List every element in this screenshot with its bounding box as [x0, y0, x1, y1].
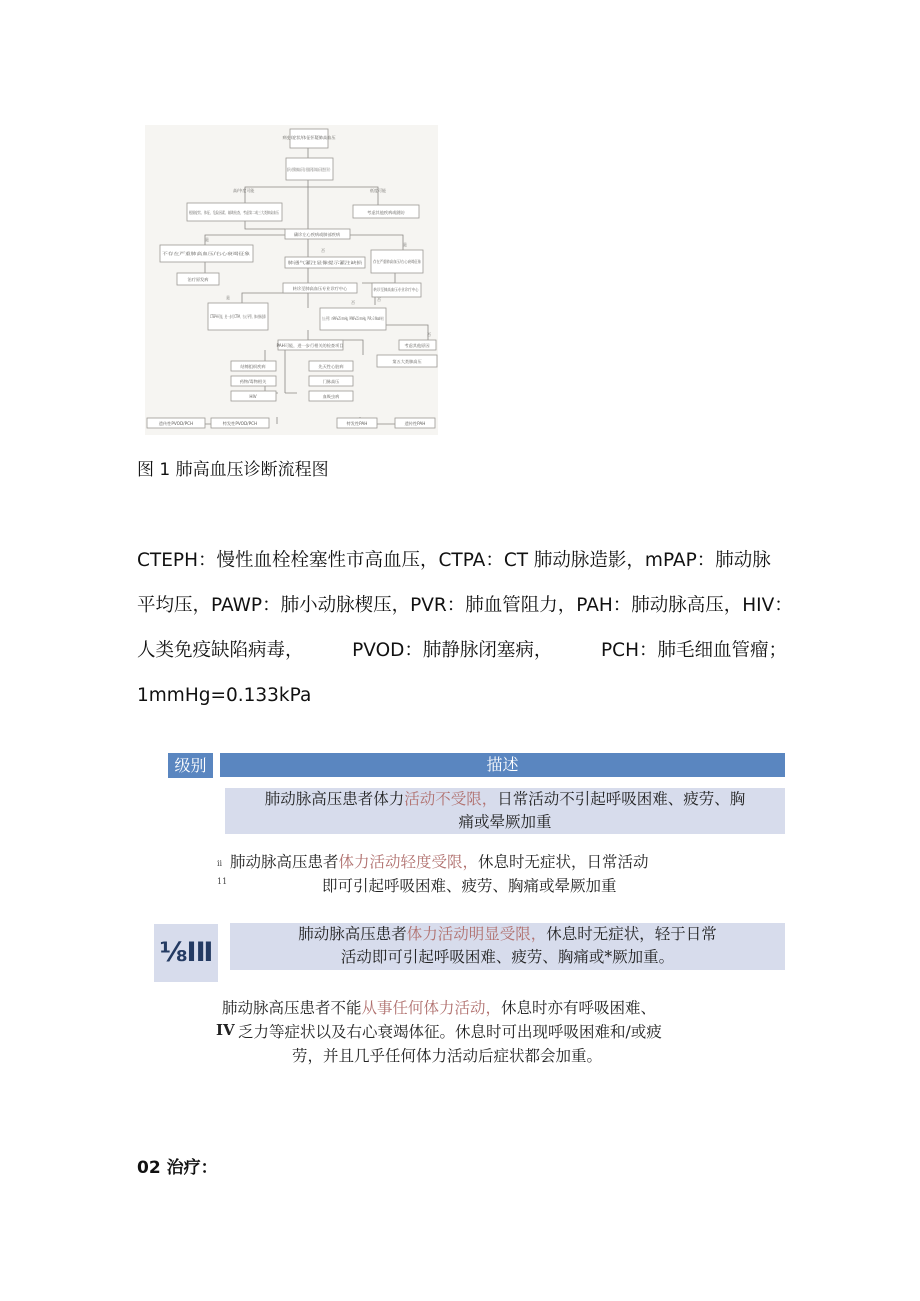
grade-1-highlight: 活动不受限， — [404, 790, 498, 808]
fc-label-4: 否 — [321, 248, 325, 253]
fc-node-16: 第五大类肺高压 — [392, 359, 422, 364]
abbrev-pch: PCH：肺毛细血管瘤； — [601, 640, 787, 661]
fc-node-26: 遗传性PAH — [404, 421, 426, 426]
fc-node-9: 存在严重肺高血压/右心衰竭征象 — [373, 259, 434, 264]
fc-label-7: 否 — [427, 332, 431, 337]
figure-caption: 图 1 肺高血压诊断流程图 — [137, 460, 329, 480]
fc-node-23: 遗传性PVOD/PCH — [158, 421, 194, 426]
fc-node-2: 超声心动图筛查肺高血压可能（根据超声提示肺高血压可能性进行评估） — [287, 167, 422, 172]
grade-2-mark-top: ii — [217, 859, 223, 868]
diagnosis-flowchart — [145, 125, 460, 435]
grade-4-highlight: 从事任何体力活动， — [361, 999, 502, 1017]
fc-node-5: 确诊左心疾病或肺部疾病 — [293, 232, 341, 237]
fc-node-3: 考虑其他疾病或随访 — [367, 210, 405, 215]
grade-3-description: 肺动脉高压患者体力活动明显受限，休息时无症状，轻于日常 活动即可引起呼吸困难、疲劳、胸痛或*厥加重。 — [230, 923, 785, 970]
grade-3-label: ⅛ⅠⅡ — [154, 924, 218, 982]
flowchart-svg — [145, 125, 460, 435]
fc-node-19: 药物/毒物相关 — [239, 379, 267, 384]
grade-2-mark-bottom: 11 — [217, 877, 228, 886]
fc-node-10: 转诊至肺高血压专业诊疗中心 — [292, 286, 348, 291]
fc-label-5: 是 — [403, 242, 407, 247]
abbrev-line-2: 平均压，PAWP：肺小动脉楔压，PVR：肺血管阻力，PAH：肺动脉高压，HIV： — [137, 595, 793, 616]
fc-label-1: 高/中度可能 — [233, 188, 255, 193]
table-header-grade: 级别 — [168, 753, 213, 778]
fc-node-21: HIV — [249, 394, 257, 399]
abbrev-hiv: 人类免疫缺陷病毒， — [137, 640, 304, 661]
fc-label-6: 否 — [351, 300, 355, 305]
abbreviation-note — [137, 538, 793, 718]
fc-node-17: 结缔组织疾病 — [240, 364, 266, 369]
grade-3-highlight: 体力活动明显受限， — [406, 925, 547, 943]
table-header-description: 描述 — [220, 753, 785, 777]
fc-node-24: 特发性PVOD/PCH — [222, 421, 258, 426]
fc-node-18: 先天性心脏病 — [318, 364, 344, 369]
grade-4-label: IV — [216, 1021, 235, 1039]
fc-node-15: PAH可能，进一步行相关的检查项目 — [276, 343, 344, 348]
fc-node-1: 病史/症状/体征怀疑肺高血压 — [282, 135, 336, 140]
section-title-treatment: 02 治疗： — [137, 1158, 218, 1178]
fc-node-12: CTEPH可能，进一步行CTPA、右心导管、肺动脉造影 — [210, 314, 310, 319]
fc-label-3: 是 — [205, 237, 209, 242]
abbrev-line-1: CTEPH：慢性血栓栓塞性市高血压，CTPA：CT 肺动脉造影，mPAP：肺动脉 — [137, 550, 771, 571]
fc-node-20: 门脉高压 — [322, 379, 340, 384]
grade-2-highlight: 体力活动轻度受限， — [338, 853, 479, 871]
fc-node-22: 血吸虫病 — [322, 394, 340, 399]
fc-node-7: 治疗原发病 — [187, 277, 209, 282]
fc-label-9: 否 — [377, 297, 381, 302]
fc-node-4: 根据症状、体征、危险因素、辅助检查，考虑第二或三大类肺高血压 — [189, 210, 315, 215]
abbrev-line-3 — [137, 628, 787, 673]
abbrev-pvod: PVOD：肺静脉闭塞病， — [352, 640, 553, 661]
fc-label-2: 低度可能 — [370, 188, 386, 193]
grade-4-description: 肺动脉高压患者不能从事任何体力活动，休息时亦有呼吸困难、 乏力等症状以及右心衰竭体征。休息时可出现呼吸困难和/或疲 劳，并且几乎任何体力活动后症状都会加重。 — [222, 999, 662, 1065]
fc-node-25: 特发性PAH — [346, 421, 368, 426]
fc-node-14: 考虑其他原因 — [404, 343, 430, 348]
fc-node-6: 不存在严重肺高血压/右心衰竭征象 — [162, 251, 227, 256]
fc-node-11: 转诊至肺高血压专业诊疗中心 — [373, 287, 428, 292]
grade-1-description: 肺动脉高压患者体力活动不受限，日常活动不引起呼吸困难、疲劳、胸 痛或晕厥加重 — [225, 788, 785, 834]
fc-node-8: 肺通气灌注显像提示灌注缺损 — [288, 260, 343, 265]
fc-label-8: 是 — [226, 295, 230, 300]
grade-2-description: 肺动脉高压患者体力活动轻度受限，休息时无症状，日常活动 即可引起呼吸困难、疲劳、胸痛或晕厥加重 — [230, 853, 649, 895]
fc-node-13: 右心导管：mPAP≥25 mmHg，PAWP≤15 mmHg，PVR＞3 Wood单位 — [322, 316, 460, 321]
abbrev-line-4: 1mmHg=0.133kPa — [137, 685, 312, 706]
